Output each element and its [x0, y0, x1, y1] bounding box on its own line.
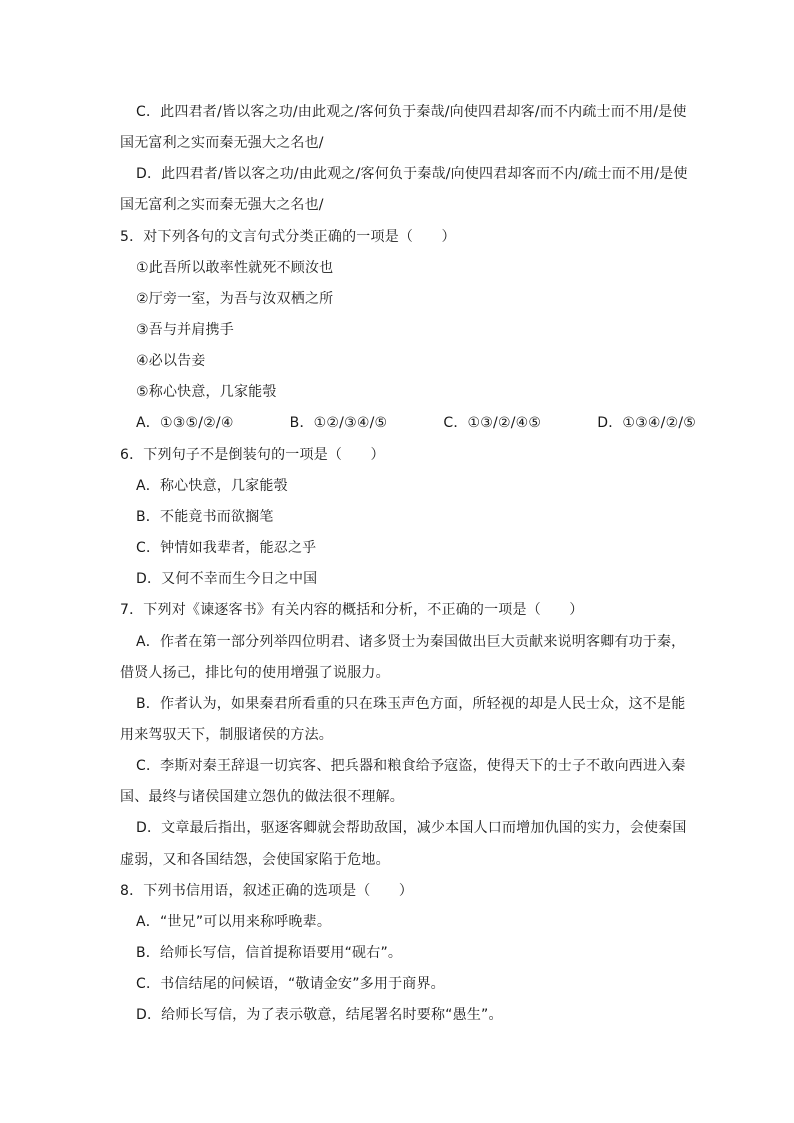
q6-option-a: A．称心快意，几家能彀 — [136, 478, 288, 494]
q7-option-a-line2: 借贤人扬己，排比句的使用增强了说服力。 — [120, 665, 390, 681]
q8-stem: 8．下列书信用语，叙述正确的选项是（ ） — [120, 883, 414, 899]
q4-option-c-line1: C．此四君者/皆以客之功/由此观之/客何负于秦哉/向使四君却客/而不内疏士而不用/是使 — [136, 104, 687, 120]
q5-item-3: ③吾与并肩携手 — [136, 322, 234, 338]
q5-item-4: ④必以告妾 — [136, 353, 206, 369]
q8-option-d: D．给师长写信，为了表示敬意，结尾署名时要称“愚生”。 — [136, 1007, 503, 1023]
q5-option-d: D．①③④/②/⑤ — [597, 415, 696, 431]
q5-item-1: ①此吾所以敢率性就死不顾汝也 — [136, 260, 334, 276]
q7-option-d-line1: D．文章最后指出，驱逐客卿就会帮助敌国，减少本国人口而增加仇国的实力，会使秦国 — [136, 820, 687, 836]
q7-option-c-line2: 国、最终与诸侯国建立怨仇的做法很不理解。 — [120, 789, 404, 805]
q6-option-d: D．又何不幸而生今日之中国 — [136, 571, 318, 587]
q5-stem: 5．对下列各句的文言句式分类正确的一项是（ ） — [120, 229, 456, 245]
q7-option-b-line2: 用来驾驭天下，制服诸侯的方法。 — [120, 727, 333, 743]
q5-item-5: ⑤称心快意，几家能彀 — [136, 384, 277, 400]
q5-option-c: C．①③/②/④⑤ — [443, 415, 542, 431]
q5-option-b: B．①②/③④/⑤ — [289, 415, 388, 431]
q7-option-a-line1: A．作者在第一部分列举四位明君、诸多贤士为秦国做出巨大贡献来说明客卿有功于秦， — [136, 634, 686, 650]
q6-option-c: C．钟情如我辈者，能忍之乎 — [136, 540, 317, 556]
q7-option-b-line1: B．作者认为，如果秦君所看重的只在珠玉声色方面，所轻视的却是人民士众，这不是能 — [136, 696, 686, 712]
q5-options-row — [136, 413, 696, 433]
q7-option-d-line2: 虚弱，又和各国结怨，会使国家陷于危地。 — [120, 852, 390, 868]
q6-stem: 6．下列句子不是倒装句的一项是（ ） — [120, 447, 385, 463]
q5-option-a: A．①③⑤/②/④ — [136, 415, 234, 431]
q6-option-b: B．不能竟书而欲搁笔 — [136, 509, 274, 525]
q7-stem: 7．下列对《谏逐客书》有关内容的概括和分析，不正确的一项是（ ） — [120, 602, 584, 618]
q4-option-d-line2: 国无富利之实而秦无强大之名也/ — [120, 197, 324, 213]
q8-option-a: A．“世兄”可以用来称呼晚辈。 — [136, 914, 332, 930]
q5-item-2: ②厅旁一室，为吾与汝双栖之所 — [136, 291, 334, 307]
q7-option-c-line1: C．李斯对秦王辞退一切宾客、把兵器和粮食给予寇盗，使得天下的士子不敢向西进入秦 — [136, 758, 686, 774]
q8-option-c: C．书信结尾的问候语，“敬请金安”多用于商界。 — [136, 976, 445, 992]
q4-option-c-line2: 国无富利之实而秦无强大之名也/ — [120, 135, 324, 151]
q8-option-b: B．给师长写信，信首提称语要用“砚右”。 — [136, 945, 403, 961]
q4-option-d-line1: D．此四君者/皆以客之功/由此观之/客何负于秦哉/向使四君却客而不内/疏士而不用/是使 — [136, 166, 688, 182]
